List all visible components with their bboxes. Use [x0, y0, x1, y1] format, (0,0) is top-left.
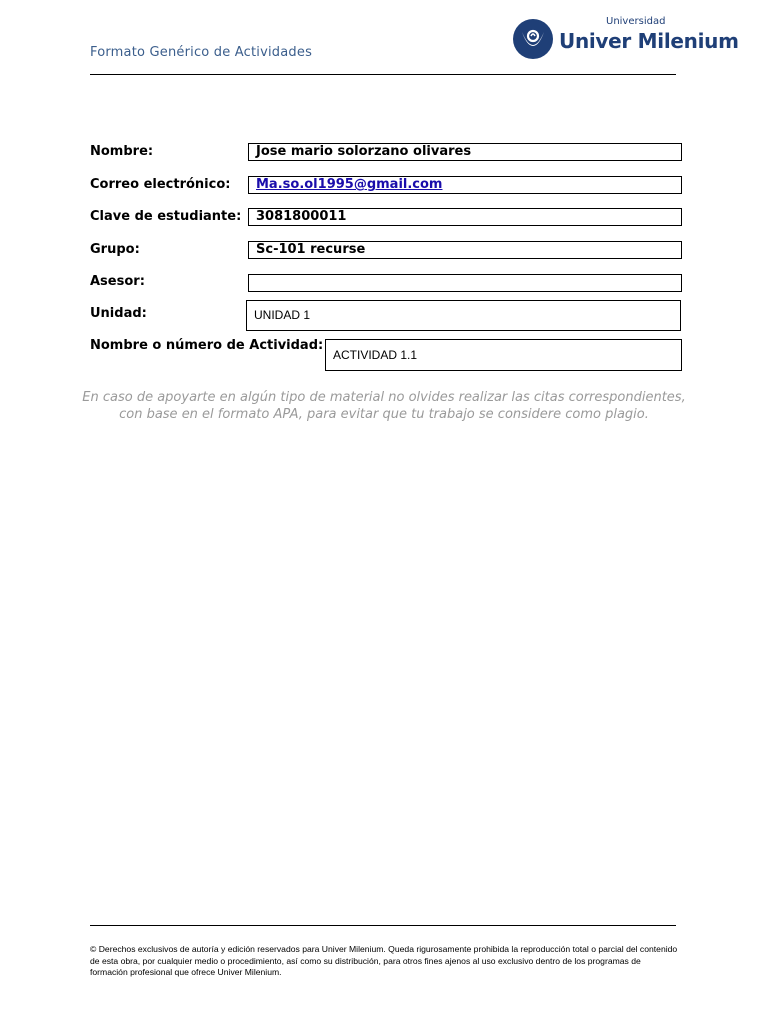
- plagiarism-note: En caso de apoyarte en algún tipo de material no olvides realizar las citas correspondientes, con base en el formato APA, para evitar que tu trabajo se considere como plagio.: [82, 390, 686, 422]
- field-label-clave: Clave de estudiante:: [90, 209, 242, 224]
- logo-university-text: Universidad: [606, 16, 666, 27]
- copyright-footer: © Derechos exclusivos de autoría y edición reservados para Univer Milenium. Queda rigurosamente prohibida la reproducción total o parcial del contenido de esta obra, por cualquier medio o procedimiento, así como su distribución, para otros fines ajenos al uso exclusivo dentro de los programas de formación profesional que ofrece Univer Milenium.: [90, 944, 678, 977]
- field-label-correo: Correo electrónico:: [90, 177, 231, 192]
- field-value-grupo[interactable]: [248, 241, 682, 259]
- university-logo: [512, 14, 739, 66]
- field-value-nombre[interactable]: [248, 143, 682, 161]
- email-link[interactable]: Ma.so.ol1995@gmail.com: [256, 177, 443, 192]
- field-label-actividad: Nombre o número de Actividad:: [90, 338, 324, 353]
- logo-brand-text: Univer Milenium: [559, 29, 739, 53]
- field-label-unidad: Unidad:: [90, 306, 147, 321]
- field-label-asesor: Asesor:: [90, 274, 145, 289]
- document-title: Formato Genérico de Actividades: [90, 45, 313, 60]
- field-value-text: 3081800011: [256, 209, 347, 224]
- field-value-actividad[interactable]: [325, 339, 682, 371]
- footer-divider: [90, 925, 676, 926]
- field-value-clave[interactable]: [248, 208, 682, 226]
- field-value-correo[interactable]: [248, 176, 682, 194]
- field-value-text: ACTIVIDAD 1.1: [333, 348, 418, 362]
- field-value-text: Sc-101 recurse: [256, 242, 366, 257]
- field-value-unidad[interactable]: [246, 300, 681, 331]
- field-value-asesor[interactable]: [248, 274, 682, 292]
- univer-milenium-logo-icon: [512, 18, 554, 60]
- header-divider: [90, 74, 676, 75]
- field-value-text: UNIDAD 1: [254, 308, 311, 322]
- field-label-nombre: Nombre:: [90, 144, 154, 159]
- field-value-text: Jose mario solorzano olivares: [256, 144, 472, 159]
- field-label-grupo: Grupo:: [90, 242, 140, 257]
